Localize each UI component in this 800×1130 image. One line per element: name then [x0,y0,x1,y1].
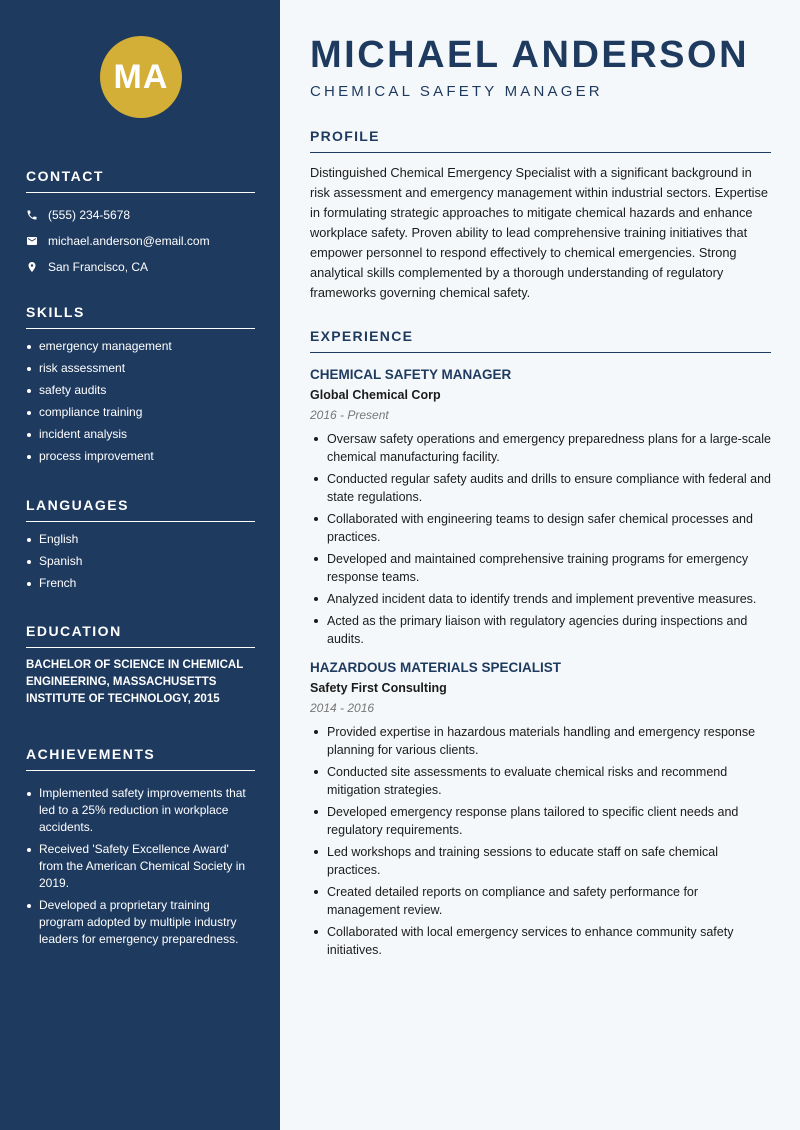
education-heading: EDUCATION [26,623,255,648]
achievement-item: Received 'Safety Excellence Award' from the American Chemical Society in 2019. [26,841,255,892]
contact-heading: CONTACT [26,168,255,193]
contact-phone [26,202,255,228]
skill-item: process improvement [26,448,255,465]
achievement-item: Implemented safety improvements that led to a 25% reduction in workplace accidents. [26,785,255,836]
candidate-title: CHEMICAL SAFETY MANAGER [310,83,603,100]
sidebar [0,0,280,1130]
profile-heading: PROFILE [310,128,771,153]
contact-location [26,254,255,280]
languages-heading: LANGUAGES [26,497,255,522]
achievement-item: Developed a proprietary training program adopted by multiple industry leaders for emergency preparedness. [26,897,255,948]
job-bullet: Provided expertise in hazardous materials handling and emergency response planning for various clients. [310,723,771,759]
achievements-section [26,746,255,953]
language-item: Spanish [26,553,255,570]
job-bullet: Collaborated with local emergency services to enhance community safety initiatives. [310,923,771,959]
location-pin-icon [26,261,48,273]
email-icon [26,235,48,247]
skill-item: incident analysis [26,426,255,443]
job-title: CHEMICAL SAFETY MANAGER [310,367,512,382]
profile-section [310,128,771,303]
skill-item: emergency management [26,338,255,355]
education-degree: BACHELOR OF SCIENCE IN CHEMICAL ENGINEERING, MASSACHUSETTS INSTITUTE OF TECHNOLOGY, 2015 [26,659,244,705]
skills-heading: SKILLS [26,304,255,329]
education-section [26,623,255,708]
job-entry [310,660,771,959]
skill-item: compliance training [26,404,255,421]
phone-text: (555) 234-5678 [48,208,131,222]
language-item: French [26,575,255,592]
job-bullet: Developed and maintained comprehensive training programs for emergency response teams. [310,550,771,586]
email-text: michael.anderson@email.com [48,234,210,248]
phone-icon [26,209,48,221]
job-bullet: Created detailed reports on compliance and safety performance for management review. [310,883,771,919]
job-bullet: Collaborated with engineering teams to design safer chemical processes and practices. [310,510,771,546]
job-bullet: Analyzed incident data to identify trends and implement preventive measures. [310,590,771,608]
profile-text: Distinguished Chemical Emergency Specialist with a significant background in risk assessment and emergency management within industrial sectors. Expertise in formulating strategic approaches to mitigate chemical hazards and enhance workplace safety. Proven ability to lead comprehensive training initiatives that empower personnel to respond effectively to chemical emergencies. Strong analytical skills complemented by a thorough understanding of regulatory frameworks governing chemical safety. [310,165,769,300]
languages-section [26,497,255,597]
job-bullet: Conducted regular safety audits and drills to ensure compliance with federal and state regulations. [310,470,771,506]
location-text: San Francisco, CA [48,260,149,274]
job-bullet: Conducted site assessments to evaluate chemical risks and recommend mitigation strategies. [310,763,771,799]
job-dates: 2016 - Present [310,408,389,422]
language-item: English [26,531,255,548]
job-bullet: Developed emergency response plans tailored to specific client needs and regulatory requirements. [310,803,771,839]
experience-section [310,328,771,963]
job-bullet: Led workshops and training sessions to educate staff on safe chemical practices. [310,843,771,879]
avatar-initials: MA [100,36,182,118]
job-entry [310,367,771,648]
job-company: Safety First Consulting [310,681,447,695]
job-bullet: Acted as the primary liaison with regulatory agencies during inspections and audits. [310,612,771,648]
contact-email [26,228,255,254]
contact-section [26,168,255,280]
skill-item: safety audits [26,382,255,399]
job-dates: 2014 - 2016 [310,701,375,715]
skill-item: risk assessment [26,360,255,377]
job-company: Global Chemical Corp [310,388,441,402]
job-bullet: Oversaw safety operations and emergency preparedness plans for a large-scale chemical manufacturing facility. [310,430,771,466]
job-title: HAZARDOUS MATERIALS SPECIALIST [310,660,562,675]
skills-section [26,304,255,470]
experience-heading: EXPERIENCE [310,328,771,353]
candidate-name: MICHAEL ANDERSON [310,34,750,76]
achievements-heading: ACHIEVEMENTS [26,746,255,771]
